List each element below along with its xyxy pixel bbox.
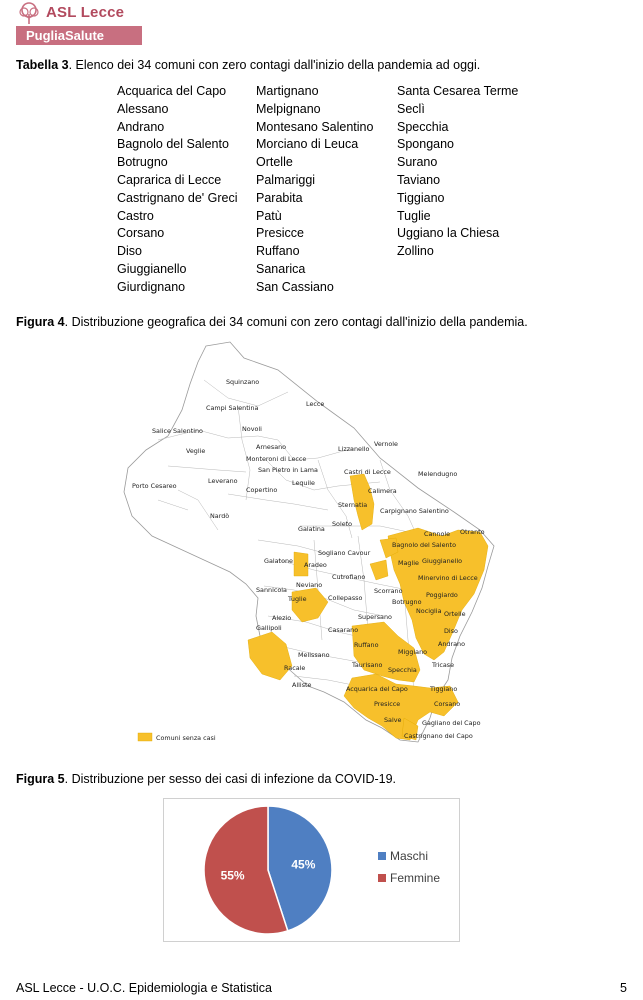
list-item: Montesano Salentino [256,119,374,134]
town-label: Racale [284,664,306,672]
town-label: Leverano [208,477,238,485]
town-label: Melissano [298,651,330,659]
town-label: Soleto [332,520,353,528]
map-svg [118,340,508,750]
town-label: Melendugno [418,470,458,478]
list-item: Ortelle [256,155,293,170]
figure5-caption-label: Figura 5 [16,772,65,786]
brand-band: PugliaSalute [16,26,142,45]
town-label: Presicce [374,700,401,708]
legend-label: Comuni senza casi [156,734,216,742]
town-label: Botrugno [392,598,422,606]
province-map [118,340,508,750]
town-label: Nociglia [416,607,442,615]
town-label: Veglie [186,447,206,455]
town-label: Galatone [264,557,293,565]
town-label: Tricase [432,661,455,669]
town-label: Tiggiano [430,685,458,693]
pie-data-label: 55% [220,868,245,883]
town-label: Ortelle [444,610,466,618]
footer-text: ASL Lecce - U.O.C. Epidemiologia e Statistica [16,981,272,995]
asl-logo [16,2,144,44]
town-label: Acquarica del Capo [346,685,408,693]
town-label: Specchia [388,666,417,674]
list-item: Sanarica [256,261,306,276]
list-item: Giurdignano [117,279,186,294]
list-item: Morciano di Leuca [256,137,359,152]
town-label: Salice Salentino [152,427,203,435]
tree-logo-icon [16,2,42,26]
list-item: Surano [397,155,438,170]
town-label: Aradeo [304,561,327,569]
list-item: Andrano [117,119,165,134]
list-item: Martignano [256,84,319,98]
figure4-caption-text: . Distribuzione geografica dei 34 comuni con zero contagi dall'inizio della pandemia. [64,315,528,329]
list-item: Zollino [397,244,434,259]
town-label: Gallipoli [256,624,282,632]
town-label: Monteroni di Lecce [246,455,307,463]
town-label: Diso [444,627,458,635]
legend-label-maschi: Maschi [390,849,429,863]
town-label: Minervino di Lecce [418,574,478,582]
town-label: Bagnolo del Salento [392,541,456,549]
town-label: Carpignano Salentino [380,507,449,515]
town-label: Squinzano [226,378,260,386]
town-label: Calimera [368,487,397,495]
org-name: ASL Lecce [46,4,125,21]
legend-swatch [138,733,152,741]
town-label: Poggiardo [426,591,458,599]
list-item: Presicce [256,226,304,241]
figure5-caption [16,772,396,786]
town-label: Giuggianello [422,557,463,565]
town-label: Otranto [460,528,485,536]
town-label: Corsano [434,700,461,708]
town-label: Neviano [296,581,323,589]
list-item: Ruffano [256,244,300,259]
town-label: Galatina [298,525,325,533]
table3-caption-label: Tabella 3 [16,58,69,72]
list-item: Specchia [397,119,449,134]
list-item: San Cassiano [256,279,334,294]
town-label: Vernole [374,440,398,448]
town-label: Nardò [210,512,230,520]
town-label: Maglie [398,559,419,567]
town-label: Sternatia [338,501,368,509]
legend-swatch-maschi [378,852,386,860]
list-item: Tiggiano [397,190,445,205]
list-item: Seclì [397,101,425,116]
municipality-column-3 [397,83,518,261]
pie-data-label: 45% [291,857,316,872]
figure5-caption-text: . Distribuzione per sesso dei casi di infezione da COVID-19. [64,772,397,786]
list-item: Patù [256,208,282,223]
town-label: Castri di Lecce [344,468,391,476]
list-item: Santa Cesarea Terme [397,84,519,98]
figure4-caption [16,315,528,329]
list-item: Spongano [397,137,455,152]
town-label: Arnesano [256,443,287,451]
list-item: Taviano [397,172,441,187]
pie-chart-box [163,798,460,942]
table3-caption [16,58,480,72]
figure4-caption-label: Figura 4 [16,315,65,329]
town-label: Supersano [358,613,392,621]
town-label: Porto Cesareo [132,482,177,490]
list-item: Parabita [256,190,303,205]
town-label: Tuglie [288,595,307,603]
town-label: Taurisano [352,661,383,669]
town-label: Cannole [424,530,451,538]
pie-chart [164,799,459,941]
list-item: Tuglie [397,208,431,223]
list-item: Castro [117,208,154,223]
page-number: 5 [620,981,627,995]
town-label: Copertino [246,486,278,494]
list-item: Giuggianello [117,261,187,276]
town-label: Lecce [306,400,325,408]
list-item: Alessano [117,101,169,116]
town-label: Lizzanello [338,445,370,453]
list-item: Uggiano la Chiesa [397,226,500,241]
town-label: Cutrofiano [332,573,366,581]
town-label: Sannicola [256,586,287,594]
town-label: Casarano [328,626,359,634]
list-item: Caprarica di Lecce [117,172,222,187]
list-item: Palmariggi [256,172,316,187]
list-item: Diso [117,244,143,259]
list-item: Acquarica del Capo [117,84,227,98]
town-label: Campi Salentina [206,404,259,412]
town-label: Alliste [292,681,312,689]
town-label: Lequile [292,479,315,487]
list-item: Melpignano [256,101,321,116]
list-item: Botrugno [117,155,168,170]
town-label: Castrignano del Capo [404,732,473,740]
town-label: Sogliano Cavour [318,549,371,557]
town-label: Andrano [438,640,465,648]
legend-swatch-femmine [378,874,386,882]
town-label: Salve [384,716,402,724]
town-label: Novoli [242,425,262,433]
town-label: San Pietro in Lama [258,466,318,474]
town-label: Ruffano [354,641,379,649]
list-item: Castrignano de' Greci [117,190,238,205]
legend-label-femmine: Femmine [390,871,441,885]
town-label: Gagliano del Capo [422,719,481,727]
town-label: Alezio [272,614,292,622]
town-label: Miggiano [398,648,428,656]
list-item: Corsano [117,226,165,241]
table3-caption-text: . Elenco dei 34 comuni con zero contagi dall'inizio della pandemia ad oggi. [68,58,481,72]
municipality-column-1 [117,83,238,297]
municipality-column-2 [256,83,373,297]
town-label: Scorrano [374,587,403,595]
list-item: Bagnolo del Salento [117,137,229,152]
town-label: Collepasso [328,594,363,602]
